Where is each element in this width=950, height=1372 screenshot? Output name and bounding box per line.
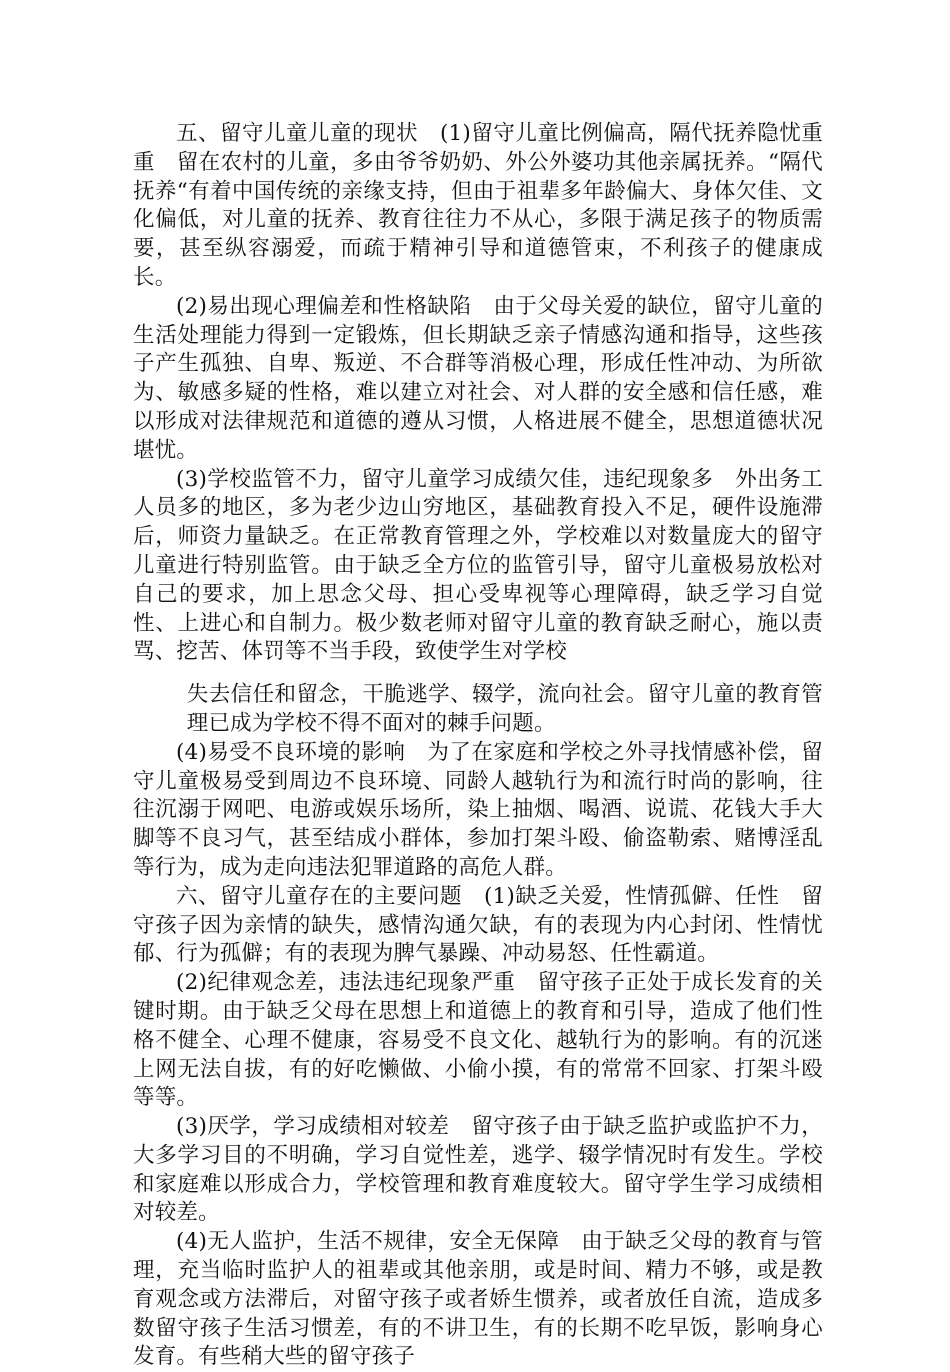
paragraph-section-5-item-3: (3)学校监管不力，留守儿童学习成绩欠佳，违纪现象多 外出务工人员多的地区，多为老少边山穷地区，基础教育投入不足，硬件设施滞后，师资力量缺乏。在正常教育管理之外，学校难以对数量庞大的留守儿童进行特别监管。由于缺乏全方位的监管引导，留守儿童极易放松对自己的要求，加上思念父母、担心受卑视等心理障碍，缺乏学习自觉性、上进心和自制力。极少数老师对留守儿童的教育缺乏耐心，施以责骂、挖苦、体罚等不当手段，致使学生对学校 <box>133 466 823 665</box>
paragraph-section-6-item-3: (3)厌学，学习成绩相对较差 留守孩子由于缺乏监护或监护不力，大多学习目的不明确，学习自觉性差，逃学、辍学情况时有发生。学校和家庭难以形成合力，学校管理和教育难度较大。留守学生学习成绩相对较差。 <box>133 1114 823 1226</box>
paragraph-section-5-item-1: 五、留守儿童儿童的现状 (1)留守儿童比例偏高，隔代抚养隐忧重重 留在农村的儿童，多由爷爷奶奶、外公外婆功其他亲属抚养。“隔代抚养“有着中国传统的亲缘支持，但由于祖辈多年龄偏大、身体欠佳、文化偏低，对儿童的抚养、教育往往力不从心，多限于满足孩子的物质需要，甚至纵容溺爱，而疏于精神引导和道德管束，不利孩子的健康成长。 <box>133 121 823 290</box>
document-body <box>133 120 823 1372</box>
paragraph-section-5-item-3-continued: 失去信任和留念，干脆逃学、辍学，流向社会。留守儿童的教育管理已成为学校不得不面对的棘手问题。 <box>186 682 823 736</box>
paragraph-section-5-item-4: (4)易受不良环境的影响 为了在家庭和学校之外寻找情感补偿，留守儿童极易受到周边不良环境、同龄人越轨行为和流行时尚的影响，往往沉溺于网吧、电游或娱乐场所，染上抽烟、喝酒、说谎、花钱大手大脚等不良习气，甚至结成小群体，参加打架斗殴、偷盗勒索、赌博淫乱等行为，成为走向违法犯罪道路的高危人群。 <box>133 739 823 880</box>
paragraph-section-6-item-1: 六、留守儿童存在的主要问题 (1)缺乏关爱，性情孤僻、任性 留守孩子因为亲情的缺失，感情沟通欠缺，有的表现为内心封闭、性情忧郁、行为孤僻；有的表现为脾气暴躁、冲动易怒、任性霸道。 <box>133 883 823 967</box>
paragraph-section-5-item-2: (2)易出现心理偏差和性格缺陷 由于父母关爱的缺位，留守儿童的生活处理能力得到一定锻炼，但长期缺乏亲子情感沟通和指导，这些孩子产生孤独、自卑、叛逆、不合群等消极心理，形成任性冲动、为所欲为、敏感多疑的性格，难以建立对社会、对人群的安全感和信任感，难以形成对法律规范和道德的遵从习惯，人格进展不健全，思想道德状况堪忧。 <box>133 293 823 463</box>
paragraph-section-6-item-2: (2)纪律观念差，违法违纪现象严重 留守孩子正处于成长发育的关键时期。由于缺乏父母在思想上和道德上的教育和引导，造成了他们性格不健全、心理不健康，容易受不良文化、越轨行为的影响。有的沉迷上网无法自拔，有的好吃懒做、小偷小摸，有的常常不回家、打架斗殴等等。 <box>133 970 823 1111</box>
paragraph-section-6-item-4: (4)无人监护，生活不规律，安全无保障 由于缺乏父母的教育与管理，充当临时监护人的祖辈或其他亲朋，或是时间、精力不够，或是教育观念或方法滞后，对留守孩子或者娇生惯养，或者放任自流，造成多数留守孩子生活习惯差，有的不讲卫生，有的长期不吃早饭，影响身心发育。有些稍大些的留守孩子 <box>133 1229 823 1370</box>
